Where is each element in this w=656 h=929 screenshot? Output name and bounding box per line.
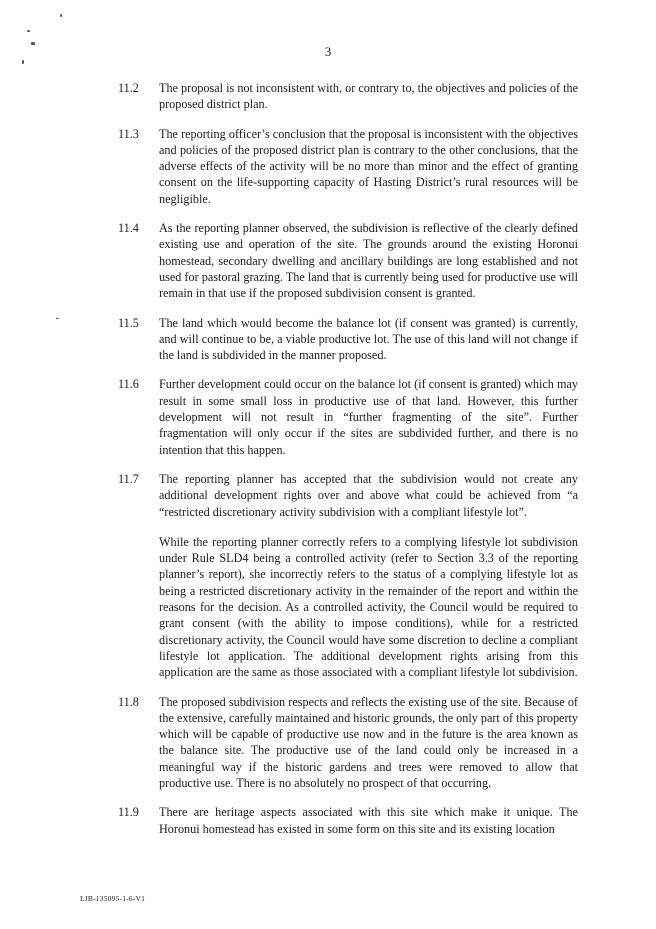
paragraph-text: The proposed subdivision respects and reflects the existing use of the site. Because of the extensive, carefully maintained and historic grounds, the only part of this property which will be capable of productive use now and in the future is the area known as the balance site. The productive use of the land could only be increased in a meaningful way if the historic gardens and trees were removed to allow that productive use. There is no absolutely no prospect of that occurring.	[159, 694, 578, 790]
paragraph-body	[159, 80, 578, 113]
paragraph-text: The proposal is not inconsistent with, or contrary to, the objectives and policies of the proposed district plan.	[159, 81, 578, 112]
paragraph-text: The land which would become the balance lot (if consent was granted) is currently, and will continue to be, a viable productive lot. The use of this land will not change if the land is subdivided in the manner proposed.	[159, 315, 578, 363]
paragraph-body	[159, 471, 578, 681]
paragraph-text: There are heritage aspects associated with this site which make it unique. The Horonui homestead has existed in some form on this site and its existing location	[159, 805, 578, 836]
paragraph-body	[159, 694, 578, 792]
numbered-paragraph	[118, 694, 578, 792]
page-number: 3	[324, 44, 332, 59]
numbered-paragraph	[118, 126, 578, 207]
paragraph-body	[159, 220, 578, 301]
paragraph-text: The reporting officer’s conclusion that the proposal is inconsistent with the objectives and policies of the proposed district plan is contrary to the other conclusions, that the adverse effects of the activity will be no more than minor and the effect of granting consent on the life-supporting capacity of Hasting District’s rural resources will be negligible.	[159, 126, 578, 206]
paragraph-text: Further development could occur on the balance lot (if consent is granted) which may result in some small loss in productive use of that land. However, this further development will not result in “further fragmenting of the site”. Further fragmentation will only occur if the sites are subdivided further, and there is no intention that this happen.	[159, 377, 578, 457]
paragraph-body	[159, 804, 578, 837]
numbered-paragraph	[118, 804, 578, 837]
paragraph-number: 11.8	[118, 694, 139, 709]
paragraph-number: 11.2	[118, 81, 139, 95]
numbered-paragraph	[118, 220, 578, 301]
paragraph-text: While the reporting planner correctly refers to a complying lifestyle lot subdivision under Rule SLD4 being a controlled activity (refer to Section 3.3 of the reporting planner’s report), she incorrectly refers to the status of a complying lifestyle lot as being a restricted discretionary activity in the remainder of the report and within the reasons for the decision. As a controlled activity, the Council would be required to grant consent (with the ability to impose conditions), while for a restricted discretionary activity, the Council would have some discretion to decline a compliant lifestyle lot application. The additional development rights arising from this application are the same as those associated with a compliant lifestyle lot subdivision.	[159, 534, 578, 680]
paragraph-number: 11.3	[118, 126, 139, 141]
scan-speck	[60, 14, 62, 17]
numbered-paragraph	[118, 315, 578, 364]
numbered-paragraph	[118, 471, 578, 681]
paragraph-text: As the reporting planner observed, the subdivision is reflective of the clearly defined existing use and operation of the site. The grounds around the existing Horonui homestead, secondary dwelling and ancillary buildings are long established and not used for pastoral grazing. The land that is currently being used for productive use will remain in that use if the proposed subdivision consent is granted.	[159, 221, 578, 301]
paragraph-number: 11.9	[118, 805, 139, 820]
paragraph-number: 11.6	[118, 377, 139, 392]
paragraph-text: The reporting planner has accepted that the subdivision would not create any additional development rights over and above what could be achieved from “a “restricted discretionary activity subdivision with a compliant lifestyle lot”.	[159, 471, 578, 519]
numbered-paragraph	[118, 80, 578, 113]
paragraph-number: 11.5	[118, 315, 139, 330]
paragraph-body	[159, 126, 578, 207]
numbered-paragraph	[118, 376, 578, 457]
paragraph-body	[159, 376, 578, 457]
scan-speck	[56, 318, 59, 319]
scan-speck	[22, 60, 24, 64]
scan-speck	[27, 30, 30, 32]
paragraph-number: 11.4	[118, 221, 139, 236]
document-reference-footer: LJB-135095-1-6-V1	[80, 894, 146, 903]
paragraph-number: 11.7	[118, 471, 139, 486]
document-body	[118, 80, 578, 850]
paragraph-body	[159, 315, 578, 364]
